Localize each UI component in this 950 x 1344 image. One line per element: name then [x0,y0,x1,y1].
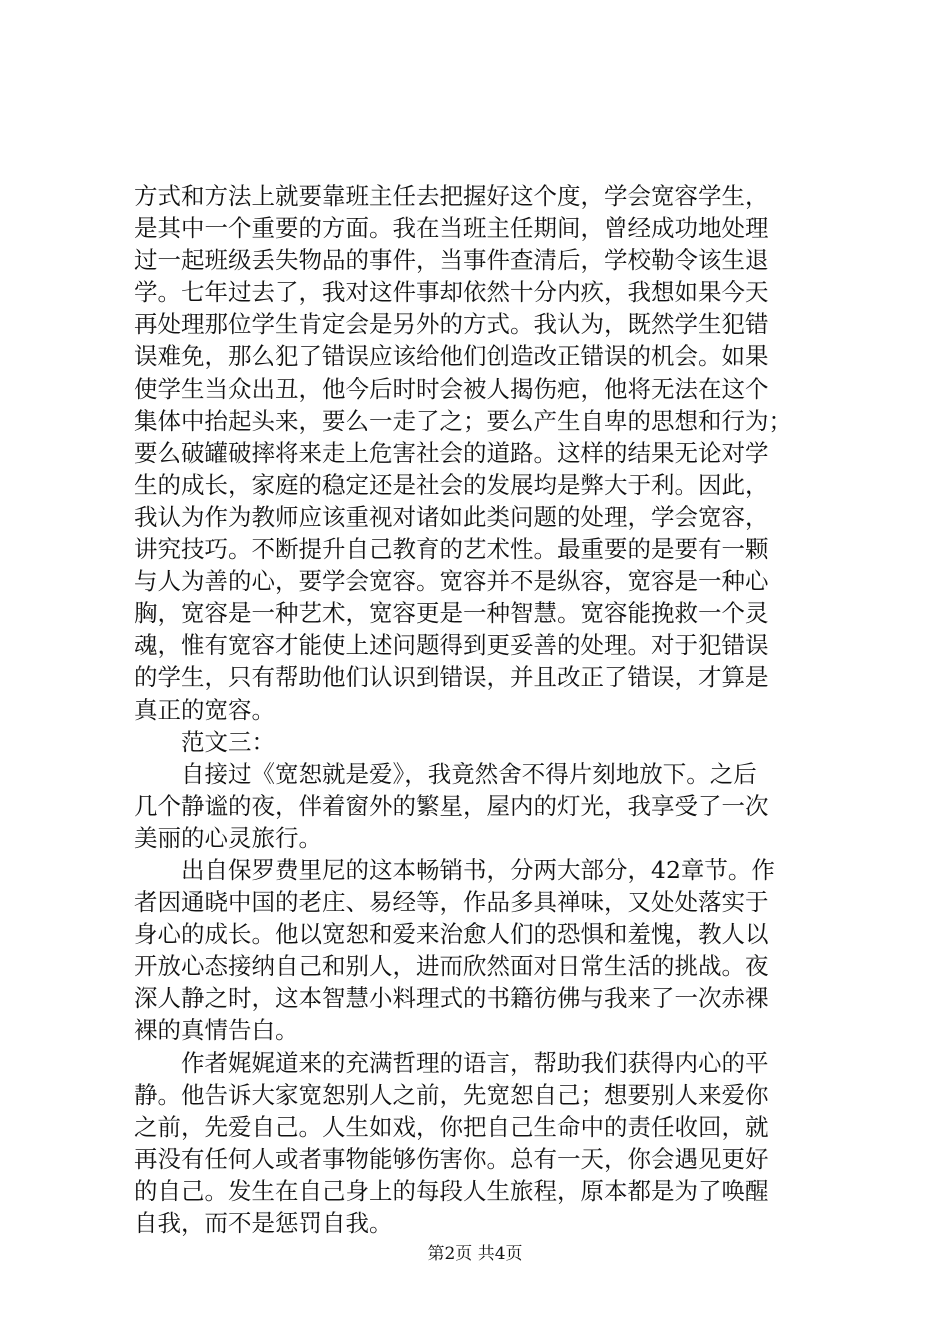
text-line: 再没有任何人或者事物能够伤害你。总有一天，你会遇见更好 [134,1144,769,1173]
text-line: 美丽的心灵旅行。 [134,823,322,852]
text-line: 要么破罐破摔将来走上危害社会的道路。这样的结果无论对学 [134,438,769,467]
text-line: 自接过《宽恕就是爱》，我竟然舍不得片刻地放下。之后 [134,759,757,788]
text-line: 作者娓娓道来的充满哲理的语言，帮助我们获得内心的平 [134,1048,769,1077]
text-line: 深人静之时，这本智慧小料理式的书籍彷佛与我来了一次赤裸 [134,984,769,1013]
text-line: 者因通晓中国的老庄、易经等，作品多具禅味，又处处落实于 [134,888,769,917]
page-number-footer: 第2页 共4页 [427,1244,523,1264]
text-line: 真正的宽容。 [134,695,275,724]
text-line: 方式和方法上就要靠班主任去把握好这个度，学会宽容学生， [134,182,769,210]
document-body [134,180,834,1239]
text-line: 学。七年过去了，我对这件事却依然十分内疚，我想如果今天 [134,278,769,307]
text-line: 的自己。发生在自己身上的每段人生旅程，原本都是为了唤醒 [134,1176,769,1205]
text-line: 静。他告诉大家宽恕别人之前，先宽恕自己；想要别人来爱你 [134,1080,769,1109]
text-line: 身心的成长。他以宽恕和爱来治愈人们的恐惧和羞愧，教人以 [134,920,769,949]
section-heading: 范文三： [134,727,275,756]
text-line: 自我，而不是惩罚自我。 [134,1209,393,1237]
text-line: 的学生，只有帮助他们认识到错误，并且改正了错误，才算是 [134,663,769,692]
text-line: 之前，先爱自己。人生如戏，你把自己生命中的责任收回，就 [134,1112,769,1141]
text-line: 误难免，那么犯了错误应该给他们创造改正错误的机会。如果 [134,342,769,371]
text-line: 集体中抬起头来，要么一走了之；要么产生自卑的思想和行为； [134,406,792,435]
text-line: 魂，惟有宽容才能使上述问题得到更妥善的处理。对于犯错误 [134,631,769,660]
text-line: 我认为作为教师应该重视对诸如此类问题的处理，学会宽容， [134,502,769,531]
text-line: 过一起班级丢失物品的事件，当事件查清后，学校勒令该生退 [134,246,769,275]
text-line: 讲究技巧。不断提升自己教育的艺术性。最重要的是要有一颗 [134,535,769,564]
text-line: 裸的真情告白。 [134,1016,299,1045]
text-line: 使学生当众出丑，他今后时时会被人揭伤疤，他将无法在这个 [134,374,769,403]
text-line: 开放心态接纳自己和别人，进而欣然面对日常生活的挑战。夜 [134,952,769,981]
text-line: 出自保罗费里尼的这本畅销书，分两大部分，42章节。作 [134,855,775,884]
text-line: 胸，宽容是一种艺术，宽容更是一种智慧。宽容能挽救一个灵 [134,599,769,628]
text-line: 几个静谧的夜，伴着窗外的繁星，屋内的灯光，我享受了一次 [134,791,769,820]
text-line: 与人为善的心，要学会宽容。宽容并不是纵容，宽容是一种心 [134,567,769,596]
text-line: 是其中一个重要的方面。我在当班主任期间，曾经成功地处理 [134,214,769,243]
text-line: 生的成长，家庭的稳定还是社会的发展均是弊大于利。因此， [134,470,769,499]
text-line: 再处理那位学生肯定会是另外的方式。我认为，既然学生犯错 [134,310,769,339]
